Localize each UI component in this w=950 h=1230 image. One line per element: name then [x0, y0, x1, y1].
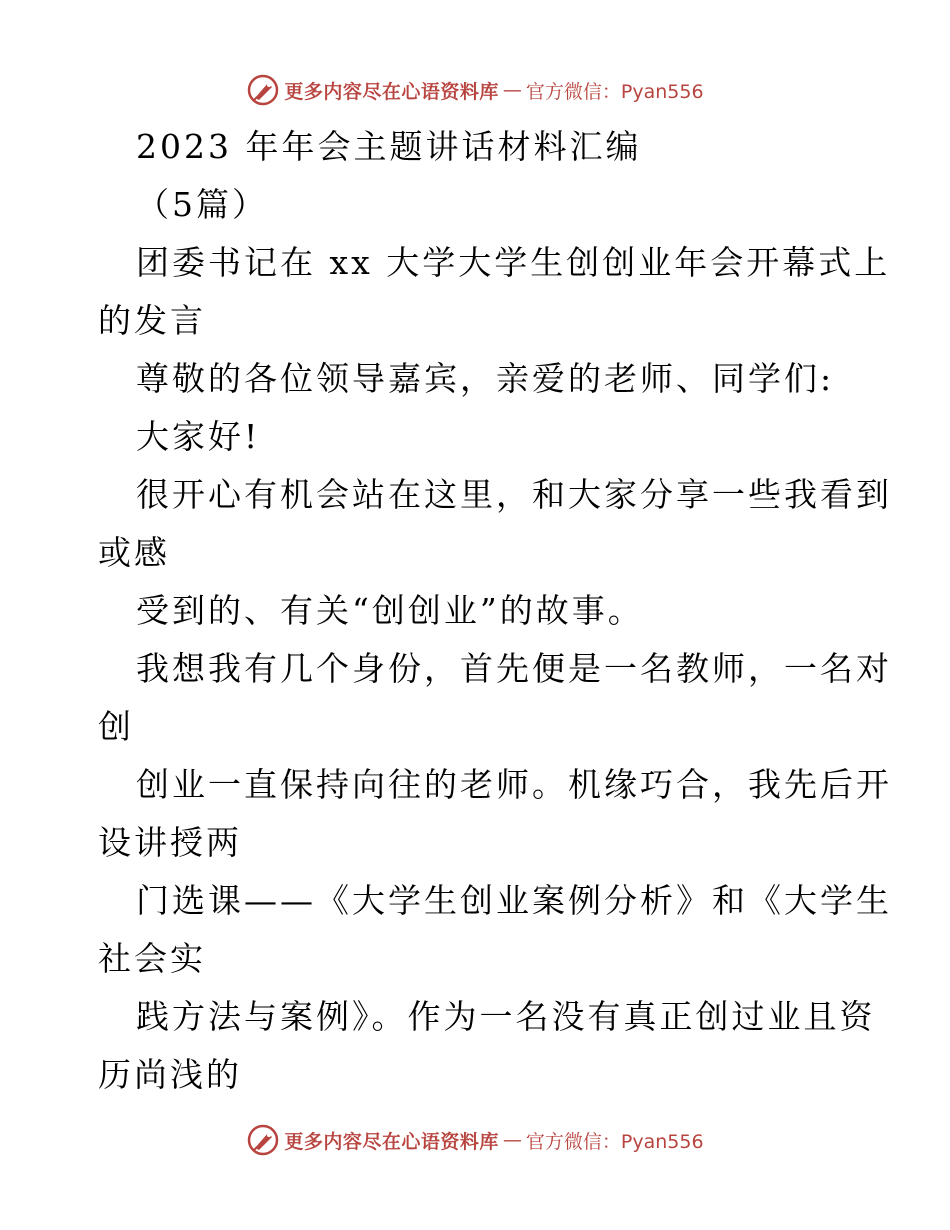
- footer-banner-account: 官方微信：Pyan556: [525, 1130, 704, 1153]
- pen-nib-seal-icon: [246, 1123, 280, 1157]
- paragraph-line: 或感: [98, 533, 170, 572]
- speech-heading-line: 团委书记在 xx 大学大学生创创业年会开幕式上: [136, 243, 891, 282]
- paragraph-line: 尊敬的各位领导嘉宾，亲爱的老师、同学们:: [136, 359, 835, 398]
- paragraph-line: 历尚浅的: [98, 1055, 242, 1094]
- footer-banner: [0, 1120, 950, 1160]
- paragraph-line: 创: [98, 707, 134, 746]
- paragraph-line: 很开心有机会站在这里，和大家分享一些我看到: [136, 475, 892, 514]
- header-banner: [0, 70, 950, 110]
- paragraph-line: 大家好!: [136, 417, 261, 456]
- header-banner-dash: —: [502, 79, 522, 101]
- paragraph-line: 门选课——《大学生创业案例分析》和《大学生: [136, 881, 892, 920]
- paragraph-line: 创业一直保持向往的老师。机缘巧合，我先后开: [136, 765, 892, 804]
- paragraph-line: 设讲授两: [98, 823, 242, 862]
- footer-banner-text: 更多内容尽在心语资料库: [284, 1130, 499, 1153]
- paragraph-line: 社会实: [98, 939, 206, 978]
- pen-nib-seal-icon: [246, 73, 280, 107]
- document-subtitle: （5篇）: [136, 185, 268, 224]
- footer-banner-inner: [246, 1123, 703, 1157]
- document-title: 2023 年年会主题讲话材料汇编: [136, 127, 642, 166]
- header-banner-text: 更多内容尽在心语资料库: [284, 80, 499, 103]
- header-banner-account: 官方微信：Pyan556: [525, 80, 704, 103]
- header-banner-inner: [246, 73, 703, 107]
- paragraph-line: 我想我有几个身份，首先便是一名教师，一名对: [136, 649, 892, 688]
- document-body: [98, 118, 892, 1104]
- paragraph-line: 受到的、有关“创创业”的故事。: [136, 591, 644, 630]
- footer-banner-dash: —: [502, 1129, 522, 1151]
- speech-heading-line: 的发言: [98, 301, 206, 340]
- paragraph-line: 践方法与案例》。作为一名没有真正创过业且资: [136, 997, 876, 1036]
